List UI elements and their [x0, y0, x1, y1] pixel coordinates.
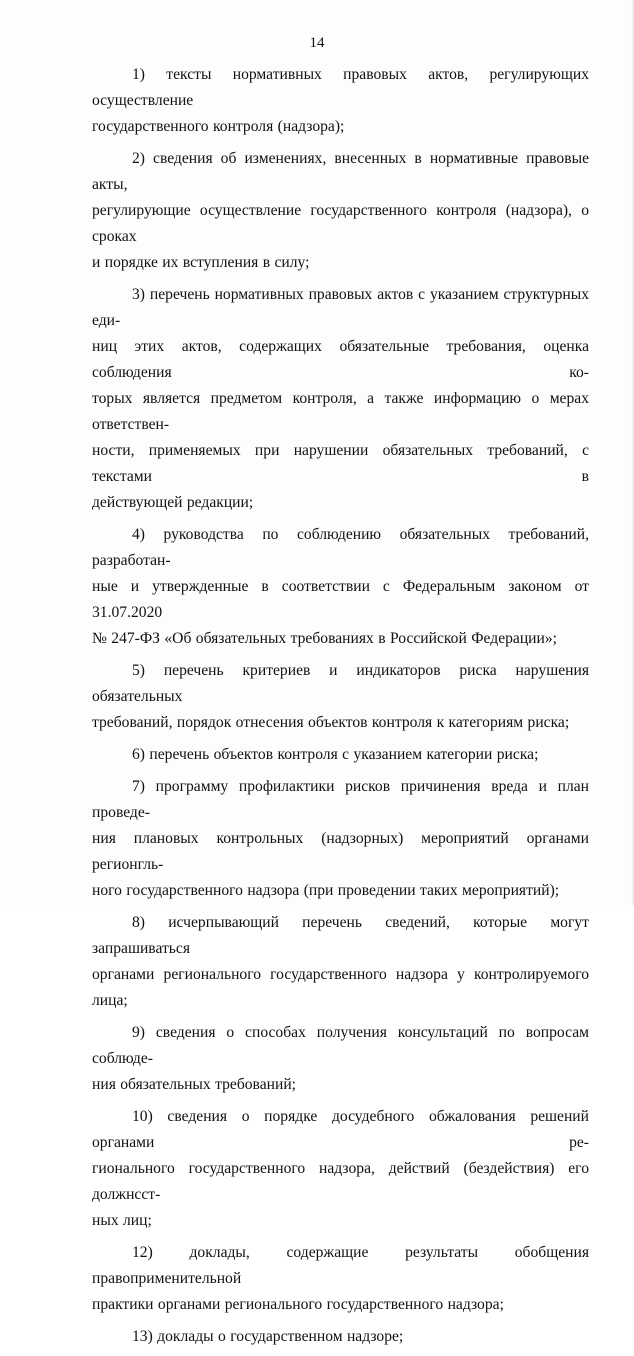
- text-line: органами регионального государственного надзора у контролируемого лица;: [92, 966, 589, 1009]
- text-line: 10) сведения о порядке досудебного обжалования решений органами ре-: [92, 1108, 589, 1151]
- text-line: № 247-ФЗ «Об обязательных требованиях в Российской Федерации»;: [92, 630, 557, 647]
- text-line: ных лиц;: [92, 1212, 152, 1229]
- text-line: 9) сведения о способах получения консультаций по вопросам соблюде-: [92, 1024, 589, 1067]
- text-line: 5) перечень критериев и индикаторов риска нарушения обязательных: [92, 662, 589, 705]
- list-item: [92, 522, 589, 652]
- text-line: ности, применяемых при нарушении обязательных требований, с текстами в: [92, 442, 589, 485]
- text-line: государственного контроля (надзора);: [92, 118, 345, 135]
- list-item: [92, 146, 589, 276]
- text-line: 13) доклады о государственном надзоре;: [132, 1328, 404, 1345]
- text-line: ного государственного надзора (при проведении таких мероприятий);: [92, 882, 560, 899]
- text-line: 12) доклады, содержащие результаты обобщения правоприменительной: [92, 1244, 589, 1287]
- text-line: 8) исчерпывающий перечень сведений, которые могут запрашиваться: [92, 914, 589, 957]
- list-item: [92, 742, 589, 768]
- text-line: 3) перечень нормативных правовых актов с указанием структурных еди-: [92, 286, 589, 329]
- page-number: 14: [309, 35, 325, 51]
- text-line: и порядке их вступления в силу;: [92, 254, 310, 271]
- list-item: [92, 774, 589, 904]
- list-item: [92, 1240, 589, 1318]
- text-line: практики органами регионального государственного надзора;: [92, 1296, 504, 1313]
- list-item: [92, 1324, 589, 1350]
- list-item: [92, 62, 589, 140]
- list-item: [92, 1104, 589, 1234]
- text-line: 1) тексты нормативных правовых актов, регулирующих осуществление: [92, 66, 589, 109]
- list-item: [92, 282, 589, 516]
- text-line: ные и утвержденные в соответствии с Федеральным законом от 31.07.2020: [92, 578, 589, 621]
- text-line: 7) программу профилактики рисков причинения вреда и план проведе-: [92, 778, 589, 821]
- text-line: 6) перечень объектов контроля с указанием категории риска;: [132, 746, 539, 763]
- text-line: ния обязательных требований;: [92, 1076, 297, 1093]
- text-line: 2) сведения об изменениях, внесенных в нормативные правовые акты,: [92, 150, 589, 193]
- text-line: торых является предметом контроля, а также информацию о мерах ответствен-: [92, 390, 589, 433]
- text-line: ния плановых контрольных (надзорных) мероприятий органами регионгль-: [92, 830, 589, 873]
- text-line: ниц этих актов, содержащих обязательные требования, оценка соблюдения ко-: [92, 338, 589, 381]
- list-item: [92, 1020, 589, 1098]
- list-item: [92, 910, 589, 1014]
- text-line: регулирующие осуществление государственного контроля (надзора), о сроках: [92, 202, 589, 245]
- text-line: действующей редакции;: [92, 494, 254, 511]
- text-line: гионального государственного надзора, действий (бездействия) его должнсст-: [92, 1160, 589, 1203]
- text-line: требований, порядок отнесения объектов контроля к категориям риска;: [92, 714, 570, 731]
- document-body: [92, 62, 589, 1356]
- list-item: [92, 658, 589, 736]
- text-line: 4) руководства по соблюдению обязательных требований, разработан-: [92, 526, 589, 569]
